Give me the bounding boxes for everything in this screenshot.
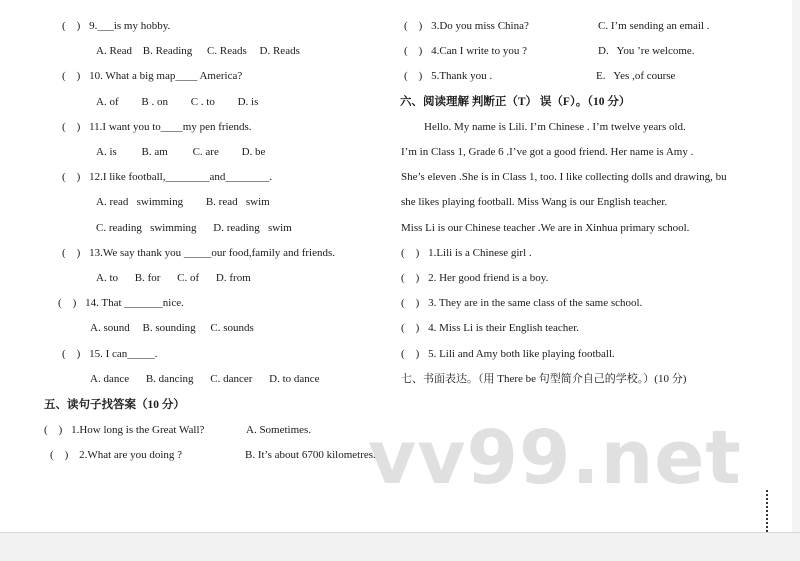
tf-statement (401, 246, 532, 260)
q12-row (62, 170, 272, 184)
option: C. reading swimming (96, 222, 197, 234)
statement-text: 2. Her good friend is a boy. (428, 272, 549, 284)
question-stem: 12.I like football,________and________. (89, 171, 273, 183)
option: D. to dance (269, 373, 320, 385)
question-stem: 14. That _______nice. (85, 297, 184, 309)
option: C. are (192, 146, 219, 158)
option: C . to (190, 96, 215, 108)
option: A. is (96, 146, 117, 158)
page-edge (792, 0, 800, 532)
statement-text: 3. They are in the same class of the same school. (428, 297, 643, 309)
option: C. of (177, 272, 200, 284)
option: A. sound (90, 322, 130, 334)
question-stem: 13.We say thank you _____our food,family and friends. (89, 247, 336, 259)
tf-statement (401, 296, 642, 310)
q13-row (62, 246, 335, 260)
section5-title: 五、读句子找答案（10 分） (44, 399, 185, 411)
match-answer: A. Sometimes. (246, 424, 312, 436)
statement-text: 5. Lili and Amy both like playing football. (428, 348, 615, 360)
match-question: 5.Thank you . (431, 70, 493, 82)
option: A. Read (96, 45, 133, 57)
option: D. be (241, 146, 266, 158)
q9-options (96, 44, 300, 58)
match-answer: C. I’m sending an email . (598, 20, 710, 32)
answer-paren: ( ) (62, 20, 81, 32)
dotted-divider (766, 490, 768, 536)
watermark: vv99.net (368, 415, 742, 501)
question-stem: 11.I want you to____my pen friends. (89, 121, 252, 133)
tf-statement (401, 347, 615, 361)
match-answer: D. You ’re welcome. (598, 45, 695, 57)
option: A. dance (90, 373, 130, 385)
option: D. Reads (259, 45, 300, 57)
question-stem: 15. I can_____. (89, 348, 158, 360)
answer-paren: ( ) (404, 45, 423, 57)
option: D. reading swim (213, 222, 292, 234)
option: A. to (96, 272, 118, 284)
match-question: 1.How long is the Great Wall? (71, 424, 205, 436)
option: C. Reads (207, 45, 247, 57)
q11-options (96, 145, 265, 159)
q10-options (96, 95, 258, 109)
q12-options-row1 (96, 195, 270, 209)
match-item (404, 44, 527, 58)
option: B. am (141, 146, 168, 158)
option: B . on (141, 96, 168, 108)
question-stem: 9.___is my hobby. (89, 20, 171, 32)
q12-options-row2 (96, 221, 292, 235)
passage-line: She’s eleven .She is in Class 1, too. I like collecting dolls and drawing, bu (401, 171, 727, 183)
section5-item (44, 423, 204, 437)
passage-line: Miss Li is our Chinese teacher .We are in Xinhua primary school. (401, 222, 690, 234)
answer-paren: ( ) (404, 70, 423, 82)
match-question: 3.Do you miss China? (431, 20, 529, 32)
option: B. Reading (142, 45, 193, 57)
answer-paren: ( ) (401, 297, 420, 309)
match-question: 4.Can I write to you ? (431, 45, 528, 57)
section6-title: 六、阅读理解 判断正（T） 误（F）。（10 分） (400, 96, 631, 108)
answer-paren: ( ) (62, 247, 81, 259)
match-question: 2.What are you doing ? (79, 449, 183, 461)
section5-item (50, 448, 182, 462)
option: C. sounds (210, 322, 254, 334)
q14-options (90, 321, 254, 335)
question-stem: 10. What a big map____ America? (89, 70, 243, 82)
option: A. read swimming (96, 196, 184, 208)
answer-paren: ( ) (62, 171, 81, 183)
tf-statement (401, 321, 579, 335)
option: A. of (96, 96, 119, 108)
answer-paren: ( ) (44, 424, 63, 436)
q15-row (62, 347, 158, 361)
passage-line: Hello. My name is Lili. I’m Chinese . I’m twelve years old. (424, 121, 686, 133)
q9-row (62, 19, 170, 33)
match-item (404, 69, 492, 83)
option: D. is (237, 96, 259, 108)
option: C. dancer (210, 373, 253, 385)
q11-row (62, 120, 252, 134)
option: B. sounding (142, 322, 196, 334)
option: B. for (134, 272, 161, 284)
answer-paren: ( ) (62, 70, 81, 82)
passage-line: she likes playing football. Miss Wang is our English teacher. (401, 196, 668, 208)
statement-text: 1.Lili is a Chinese girl . (428, 247, 532, 259)
q14-row (58, 296, 184, 310)
answer-paren: ( ) (58, 297, 77, 309)
answer-paren: ( ) (62, 348, 81, 360)
answer-paren: ( ) (401, 272, 420, 284)
page-bottom-edge (0, 532, 800, 561)
match-answer: B. It’s about 6700 kilometres. (245, 449, 376, 461)
q13-options (96, 271, 251, 285)
section7-title: 七、书面表达。（用 There be 句型简介自己的学校。）(10 分) (401, 373, 687, 385)
statement-text: 4. Miss Li is their English teacher. (428, 322, 580, 334)
match-item (404, 19, 529, 33)
option: B. dancing (145, 373, 194, 385)
answer-paren: ( ) (401, 348, 420, 360)
answer-paren: ( ) (401, 322, 420, 334)
tf-statement (401, 271, 548, 285)
answer-paren: ( ) (401, 247, 420, 259)
q10-row (62, 69, 242, 83)
answer-paren: ( ) (50, 449, 69, 461)
answer-paren: ( ) (62, 121, 81, 133)
q15-options (90, 372, 320, 386)
option: B. read swim (205, 196, 270, 208)
passage-line: I’m in Class 1, Grade 6 .I’ve got a good friend. Her name is Amy . (401, 146, 694, 158)
option: D. from (215, 272, 251, 284)
answer-paren: ( ) (404, 20, 423, 32)
match-answer: E. Yes ,of course (596, 70, 676, 82)
